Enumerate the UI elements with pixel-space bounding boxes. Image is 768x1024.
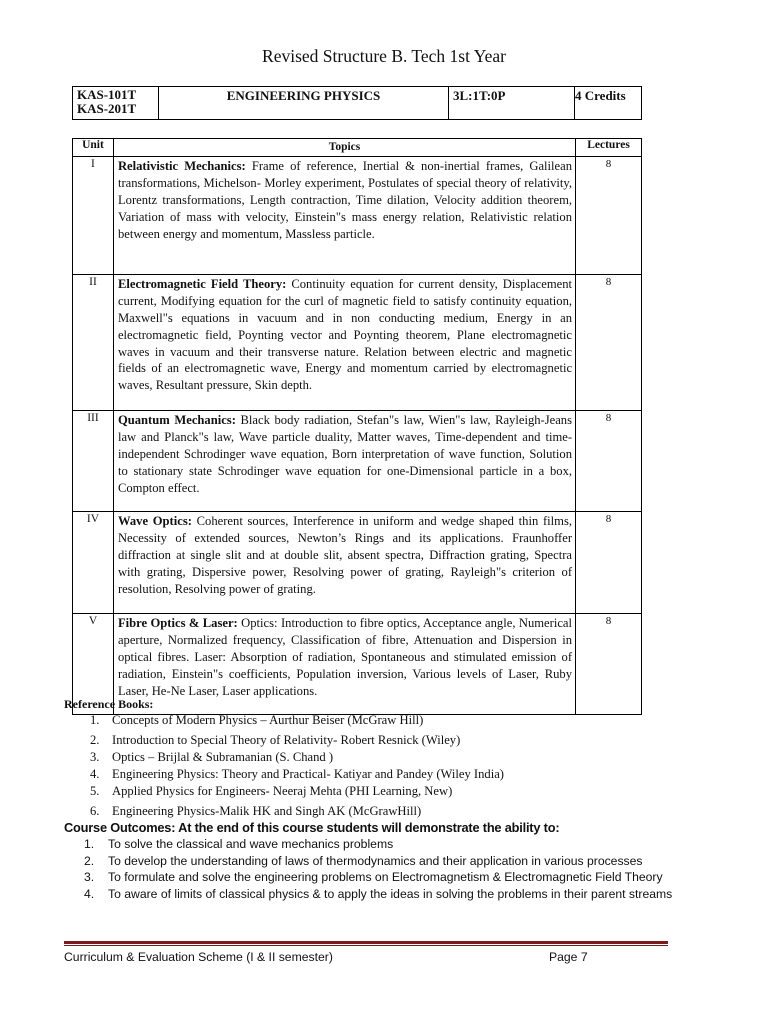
outcome-text: To solve the classical and wave mechanics problems [108,837,394,851]
course-ltp: 3L:1T:0P [449,87,575,120]
unit-heading: Quantum Mechanics: [117,412,236,427]
course-code-2: KAS-201T [77,101,137,116]
syllabus-table [72,138,642,715]
reference-books-heading: Reference Books: [64,697,154,711]
table-row [73,511,642,613]
list-number: 3. [84,870,95,884]
header-unit: Unit [73,139,114,157]
reference-books-list [90,712,650,820]
course-outcomes-heading: Course Outcomes: At the end of this course students will demonstrate the ability to: [64,820,560,835]
page-number: Page 7 [549,950,588,964]
reference-text: Concepts of Modern Physics – Aurthur Beiser (McGraw Hill) [112,713,424,727]
unit-heading: Fibre Optics & Laser: [117,615,238,630]
outcome-text: To develop the understanding of laws of thermodynamics and their application in various processes [108,853,643,868]
course-codes [73,87,159,120]
unit-number: III [73,410,114,511]
list-number: 6. [90,804,100,818]
unit-topics [113,511,575,613]
unit-number: IV [73,511,114,613]
reference-text: Engineering Physics-Malik HK and Singh AK (McGrawHill) [112,804,422,818]
course-name: ENGINEERING PHYSICS [159,87,449,120]
reference-text: Applied Physics for Engineers- Neeraj Mehta (PHI Learning, New) [112,784,453,798]
reference-text: Engineering Physics: Theory and Practical- Katiyar and Pandey (Wiley India) [112,767,504,781]
list-number: 4. [90,767,100,781]
list-item [84,869,684,886]
unit-topics [113,613,575,714]
unit-number: I [73,156,114,274]
table-row [73,156,642,274]
header-topics: Topics [113,139,575,157]
list-item [84,836,684,853]
list-number: 2. [84,853,95,868]
list-item [90,803,650,820]
unit-topics [113,410,575,511]
unit-text: Optics: Introduction to fibre optics, Acceptance angle, Numerical aperture, Normalized frequency, Classification of fibre, Attenuation and Dispersion in optical fibres. Laser: Absorption of radiation, Spontaneous and stimulated emission of radiation, Einstein"s coefficients, Population inversion, Various levels of Laser, Ruby Laser, He-Ne Laser, Laser applications. [117,615,573,698]
list-item [90,783,650,800]
list-item [90,712,650,729]
list-number: 4. [84,886,95,901]
unit-text: Frame of reference, Inertial & non-inertial frames, Galilean transformations, Michelson- Morley experiment, Postulates of special theory of relativity, Lorentz transformations, Length contraction, Time dilation, Velocity addition theorem, Variation of mass with velocity, Einstein"s mass energy relation, Relativistic relation between energy and momentum, Massless particle. [117,158,573,241]
unit-heading: Electromagnetic Field Theory: [117,276,287,291]
table-row [73,274,642,410]
list-number: 1. [84,837,95,851]
unit-heading: Relativistic Mechanics: [117,158,246,173]
course-info-table [72,86,642,120]
page-title: Revised Structure B. Tech 1st Year [262,46,506,66]
unit-lectures: 8 [576,613,642,714]
outcome-text: To formulate and solve the engineering problems on Electromagnetism & Electromagnetic Field Theory [108,870,663,884]
unit-number: II [73,274,114,410]
table-row [73,410,642,511]
header-lectures: Lectures [576,139,642,157]
course-code-1: KAS-101T [77,87,137,102]
list-item [90,766,650,783]
unit-lectures: 8 [576,156,642,274]
footer-document-name: Curriculum & Evaluation Scheme (I & II semester) [64,950,333,964]
unit-lectures: 8 [576,274,642,410]
course-outcomes-list [84,836,684,902]
list-item [84,853,684,870]
unit-lectures: 8 [576,410,642,511]
list-number: 2. [90,733,100,747]
unit-text: Coherent sources, Interference in uniform and wedge shaped thin films, Necessity of extended sources, Newton’s Rings and its applications. Fraunhoffer diffraction at single slit and at double slit, absent spectra, Diffraction grating, Spectra with grating, Dispersive power, Resolving power of grating, Rayleigh"s criterion of resolution, Resolving power of grating. [117,513,573,596]
table-row [73,613,642,714]
syllabus-header-row [73,139,642,157]
unit-text: Continuity equation for current density, Displacement current, Modifying equation for the curl of magnetic field to satisfy continuity equation, Maxwell"s equations in vacuum and in non conducting medium, Energy in an electromagnetic field, Poynting vector and Poynting theorem, Plane electromagnetic waves in vacuum and their transverse nature. Relation between electric and magnetic fields of an electromagnetic wave, Energy and momentum carried by electromagnetic waves, Resultant pressure, Skin depth. [117,276,573,393]
list-item [90,732,650,749]
list-item [84,886,684,903]
list-number: 1. [90,713,100,727]
footer-divider [64,941,668,944]
unit-lectures: 8 [576,511,642,613]
unit-topics [113,274,575,410]
reference-text: Introduction to Special Theory of Relativity- Robert Resnick (Wiley) [112,733,461,747]
unit-heading: Wave Optics: [117,513,192,528]
reference-text: Optics – Brijlal & Subramanian (S. Chand ) [112,750,334,764]
unit-topics [113,156,575,274]
outcome-text: To aware of limits of classical physics & to apply the ideas in solving the problems in their parent streams [108,886,673,901]
unit-text: Black body radiation, Stefan"s law, Wien"s law, Rayleigh-Jeans law and Planck"s law, Wave particle duality, Matter waves, Time-dependent and time-independent Schrodinger wave equation, Born interpretation of wave function, Solution to stationary state Schrodinger wave equation for one-Dimensional particle in a box, Compton effect. [117,412,573,495]
unit-number: V [73,613,114,714]
footer-divider-thin [64,945,668,946]
list-number: 3. [90,750,100,764]
list-number: 5. [90,784,100,798]
list-item [90,749,650,766]
course-credits: 4 Credits [575,87,642,120]
